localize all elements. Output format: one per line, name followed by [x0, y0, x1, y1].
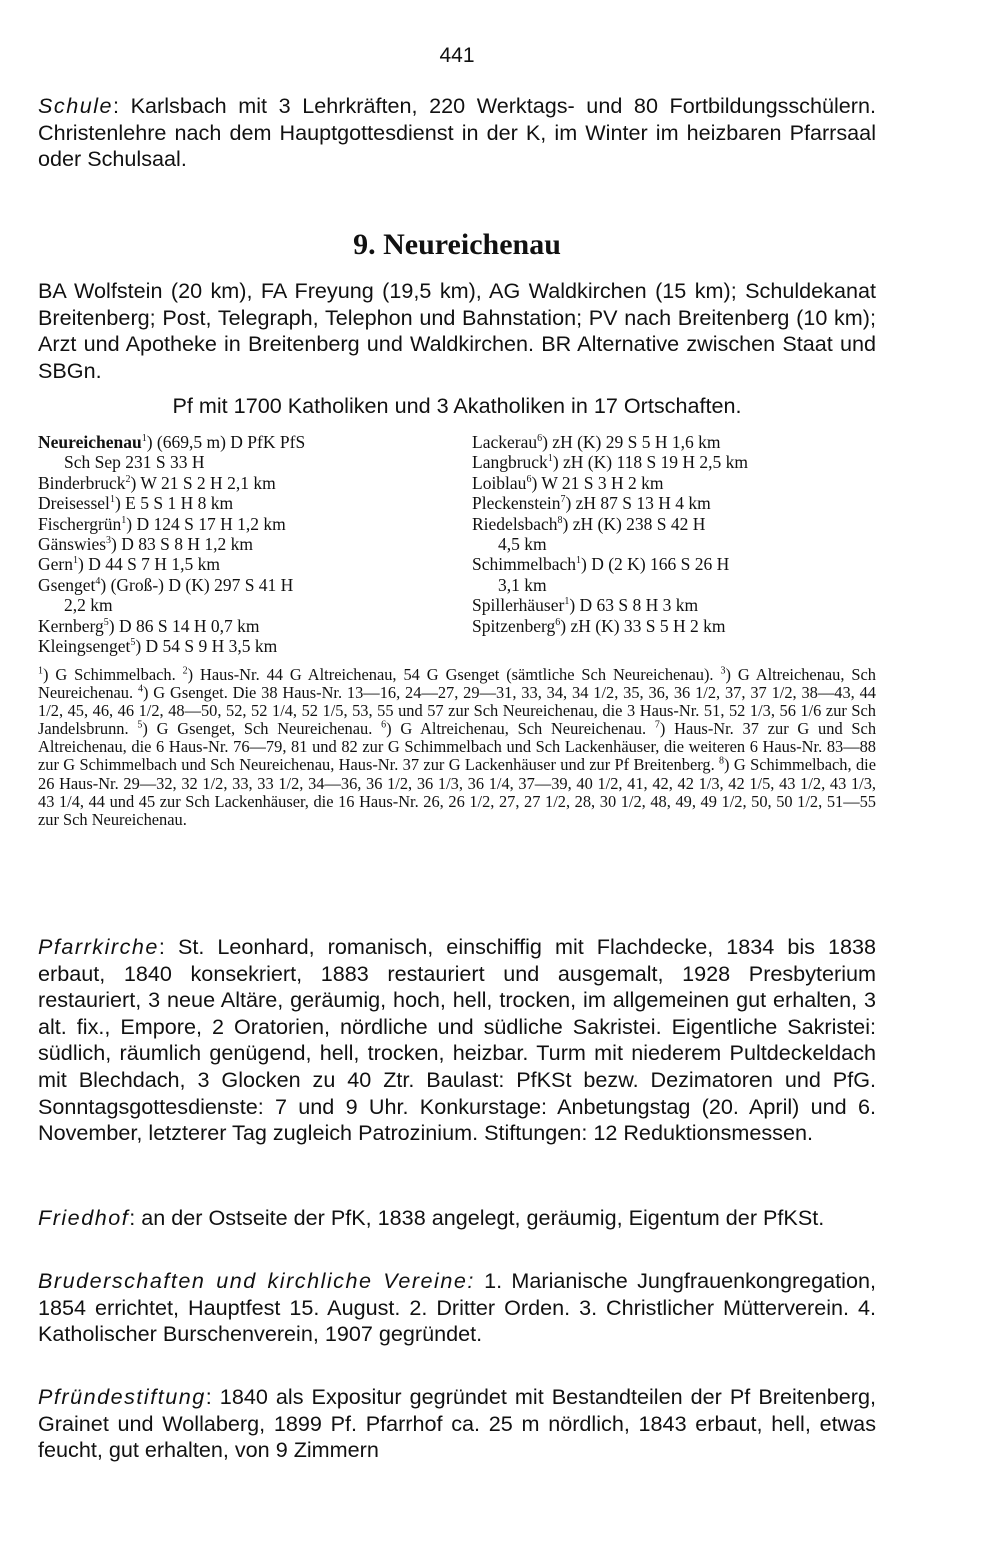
places-left-column [38, 432, 305, 656]
bruderschaften-heading: Bruderschaften und kirchliche Vereine: [38, 1268, 475, 1293]
footnotes [38, 666, 876, 829]
place-info: D 54 S 9 H 3,5 km [141, 636, 278, 657]
footnote-ref: 8 [557, 514, 563, 526]
footnote-ref: 6 [555, 616, 561, 628]
footnote-ref: 4 [95, 576, 101, 588]
footnote-ref: 1 [72, 555, 78, 567]
place-paren: ) [111, 534, 117, 555]
pfarrkirche-text: : St. Leonhard, romanisch, einschiffig mit Flachdecke, 1834 bis 1838 erbaut, 1840 konsekriert, 1883 restauriert und ausgemalt, 1928 Presbyterium restauriert, 3 neue Altäre, geräumig, hoch, hell, trocken, im allgemeinen gut erhalten, 3 alt. fix., Empore, 2 Oratorien, nördliche und südliche Sakristei. Eigentliche Sakristei: südlich, räumlich genügend, hell, trocken, heizbar. Turm mit niederem Pultdeckeldach mit Blechdach, 3 Glocken zu 40 Ztr. Baulast: PfKSt bezw. Dezimatoren und PfG. Sonntagsgottesdienste: 7 und 9 Uhr. Konkurstage: Anbetungstag (20. April) und 6. November, letzterer Tag zugleich Patrozinium. Stiftungen: 12 Reduktionsmessen. [38, 934, 876, 1146]
schule-paragraph [38, 93, 876, 173]
bruderschaften-text: 1. Marianische Jungfrauenkongregation, 1854 errichtet, Hauptfest 15. August. 2. Dritter Orden. 3. Christlicher Mütterverein. 4. Katholischer Burschenverein, 1907 gegründet. [38, 1268, 876, 1347]
section-title: 9. Neureichenau [353, 228, 561, 261]
place-info: D 124 S 17 H 1,2 km [132, 513, 286, 534]
place-entry [38, 514, 305, 534]
footnote-mark: 4 [137, 683, 143, 695]
place-info: zH (K) 118 S 19 H 2,5 km [558, 452, 749, 473]
footnote-ref: 1 [109, 494, 115, 506]
footnote-ref: 5 [103, 616, 109, 628]
place-paren: ) [135, 636, 142, 657]
place-entry [472, 554, 748, 574]
place-info: D 63 S 8 H 3 km [575, 595, 699, 616]
place-entry [472, 514, 748, 534]
place-name: Gern [38, 554, 73, 575]
footnote-paren: ) [142, 719, 148, 739]
pfarrkirche-paragraph [38, 934, 876, 1147]
footnote-ref: 1 [141, 433, 147, 445]
place-continuation: 3,1 km [498, 574, 547, 595]
footnote-text: Haus-Nr. 44 G Altreichenau, 54 G Gsenget (sämtliche Sch Neureichenau). [193, 665, 721, 684]
place-paren: ) [146, 432, 153, 452]
place-entry [38, 534, 305, 554]
place-name: Spillerhäuser [472, 595, 565, 616]
place-continuation: Sch Sep 231 S 33 H [64, 452, 205, 473]
footnote-mark: 7 [654, 719, 660, 731]
place-info: zH (K) 29 S 5 H 1,6 km [547, 432, 721, 452]
footnote-ref: 1 [121, 514, 127, 526]
footnote-paren: ) [142, 683, 149, 703]
footnote-text: G Altreichenau, Sch Neureichenau. [38, 665, 876, 703]
place-name: Langbruck [472, 452, 548, 473]
place-entry [472, 493, 748, 513]
footnote-mark: 3 [720, 665, 726, 677]
place-entry [38, 636, 305, 656]
footnote-ref: 6 [526, 473, 532, 485]
schule-text: : Karlsbach mit 3 Lehrkräften, 220 Werktags- und 80 Fortbildungsschülern. Christenlehre nach dem Hauptgottesdienst in der K, im Winter im heizbaren Pfarrsaal oder Schulsaal. [38, 93, 876, 172]
intro-paragraph: BA Wolfstein (20 km), FA Freyung (19,5 km), AG Waldkirchen (15 km); Schuldekanat Breitenberg; Post, Telegraph, Telephon und Bahnstation; PV nach Breitenberg (10 km); Arzt und Apotheke in Breitenberg und Waldkirchen. BR Alternative zwischen Staat und SBGn. [38, 278, 876, 383]
place-info: W 21 S 3 H 2 km [537, 472, 664, 493]
place-name: Schimmelbach [472, 554, 577, 575]
place-entry [38, 575, 305, 595]
place-paren: ) [562, 513, 569, 534]
footnote-ref: 1 [547, 453, 553, 465]
footnote-ref: 3 [106, 535, 112, 547]
footnote-ref: 6 [537, 433, 543, 445]
place-paren: ) [126, 513, 133, 534]
place-info: zH (K) 238 S 42 H [568, 513, 706, 534]
place-continuation: 4,5 km [498, 534, 547, 555]
place-paren: ) [130, 472, 137, 493]
footnote-text: G Altreichenau, Sch Neureichenau. [391, 719, 655, 739]
footnote-paren: ) [43, 665, 49, 684]
place-name: Gsenget [38, 574, 96, 595]
place-entry [472, 432, 748, 452]
footnote-paren: ) [725, 665, 731, 684]
place-name: Gänswies [38, 534, 107, 555]
footnote-text: Haus-Nr. 37 zur G und Sch Altreichenau, die 6 Haus-Nr. 76—79, 81 und 82 zur G Schimmelbach und Sch Lackenhäuser, die weiteren 6 Haus-Nr. 83—88 zur G Schimmelbach und Sch Neureichenau, Haus-Nr. 37 zur G Lackenhäuser und zur Pf Breitenberg. [38, 719, 877, 775]
footnote-mark: 5 [137, 719, 143, 731]
place-paren: ) [542, 432, 548, 452]
schule-heading: Schule [38, 93, 114, 118]
place-paren: ) [581, 554, 587, 575]
footnote-paren: ) [187, 665, 194, 684]
place-entry [38, 473, 305, 493]
footnote-mark: 8 [719, 756, 725, 767]
page-number: 441 [439, 44, 475, 67]
place-name: Lackerau [472, 432, 538, 452]
friedhof-paragraph [38, 1205, 876, 1232]
place-name: Spitzenberg [472, 615, 556, 636]
place-paren: ) [77, 554, 84, 575]
place-paren: ) [569, 595, 576, 616]
footnote-text: G Gsenget, Sch Neureichenau. [147, 719, 382, 739]
place-name: Kleingsenget [38, 636, 131, 657]
place-info: (669,5 m) D PfK PfS [152, 432, 306, 452]
summary-line: Pf mit 1700 Katholiken und 3 Akatholiken in 17 Ortschaften. [172, 393, 742, 418]
place-name: Fischergrün [38, 513, 122, 534]
footnote-text: G Schimmelbach, die 26 Haus-Nr. 29—32, 32 1/2, 33, 33 1/2, 34—36, 36 1/2, 36 1/3, 36 1/4, 37—39, 40 1/2, 41, 42, 42 1/3, 42 1/5, 43 1/2, 43 1/3, 43 1/4, 44 und 45 zur Sch Lackenhäuser, die 16 Haus-Nr. 26, 26 1/2, 27, 27 1/2, 28, 30 1/2, 48, 49, 49 1/2, 50, 50 1/2, 51—55 zur Sch Neureichenau. [38, 755, 876, 829]
place-name: Binderbruck [38, 472, 126, 493]
place-info: D 86 S 14 H 0,7 km [114, 615, 260, 636]
place-entry [38, 616, 305, 636]
footnote-mark: 1 [38, 665, 43, 677]
footnote-text: G Gsenget. Die 38 Haus-Nr. 13—16, 24—27, 29—31, 33, 34, 34 1/2, 35, 36, 36 1/2, 37, 37 1/2, 38—43, 44 1/2, 45, 46, 46 1/2, 48—50, 52, 52 1/4, 52 1/5, 53, 55 und 57 zur Sch Neureichenau, die 3 Haus-Nr. 51, 52 1/3, 56 1/6 zur Sch Jandelsbrunn. [38, 683, 877, 739]
footnote-ref: 7 [560, 494, 566, 506]
place-entry [38, 493, 305, 513]
place-info: D (2 K) 166 S 26 H [586, 554, 730, 575]
place-name: Kernberg [38, 615, 104, 636]
friedhof-heading: Friedhof [38, 1205, 130, 1230]
places-right-column [472, 432, 748, 636]
place-info: zH 87 S 13 H 4 km [571, 493, 711, 514]
place-paren: ) [108, 615, 115, 636]
footnote-mark: 2 [182, 665, 188, 677]
place-info: E 5 S 1 H 8 km [120, 493, 234, 514]
place-entry [472, 616, 748, 636]
place-name: Riedelsbach [472, 513, 558, 534]
footnote-ref: 5 [130, 637, 136, 649]
place-paren: ) [114, 493, 121, 514]
place-name: Dreisessel [38, 493, 110, 514]
place-name: Pleckenstein [472, 493, 561, 514]
place-entry [472, 452, 748, 472]
bruderschaften-paragraph [38, 1268, 876, 1348]
place-paren: ) [100, 574, 107, 595]
place-paren: ) [531, 472, 538, 493]
footnote-ref: 1 [576, 555, 582, 567]
pfruendestiftung-text: : 1840 als Expositur gegründet mit Bestandteilen der Pf Breitenberg, Grainet und Wollaberg, 1899 Pf. Pfarrhof ca. 25 m nördlich, 1843 erbaut, hell, etwas feucht, gut erhalten, von 9 Zimmern [38, 1384, 876, 1463]
place-paren: ) [552, 452, 559, 473]
footnote-paren: ) [724, 755, 730, 775]
pfarrkirche-heading: Pfarrkirche [38, 934, 159, 959]
place-entry [38, 554, 305, 574]
footnote-ref: 1 [564, 596, 570, 608]
place-info: (Groß-) D (K) 297 S 41 H [106, 574, 294, 595]
place-paren: ) [560, 615, 567, 636]
place-info: W 21 S 2 H 2,1 km [136, 472, 276, 493]
place-info: zH (K) 33 S 5 H 2 km [566, 615, 726, 636]
footnote-mark: 6 [381, 719, 387, 731]
footnote-paren: ) [659, 719, 666, 739]
place-entry [38, 432, 305, 452]
place-name: Loiblau [472, 472, 527, 493]
place-continuation: 2,2 km [64, 595, 113, 616]
place-entry [472, 473, 748, 493]
pfruendestiftung-paragraph [38, 1384, 876, 1464]
place-name: Neureichenau [38, 432, 142, 452]
pfruendestiftung-heading: Pfründestiftung [38, 1384, 206, 1409]
place-entry [472, 595, 748, 615]
friedhof-text: : an der Ostseite der PfK, 1838 angelegt, geräumig, Eigentum der PfKSt. [129, 1205, 825, 1230]
footnote-paren: ) [386, 719, 392, 739]
footnote-ref: 2 [125, 473, 131, 485]
place-info: D 83 S 8 H 1,2 km [116, 534, 253, 555]
place-info: D 44 S 7 H 1,5 km [83, 554, 220, 575]
footnote-text: G Schimmelbach. [48, 665, 183, 684]
place-paren: ) [565, 493, 572, 514]
